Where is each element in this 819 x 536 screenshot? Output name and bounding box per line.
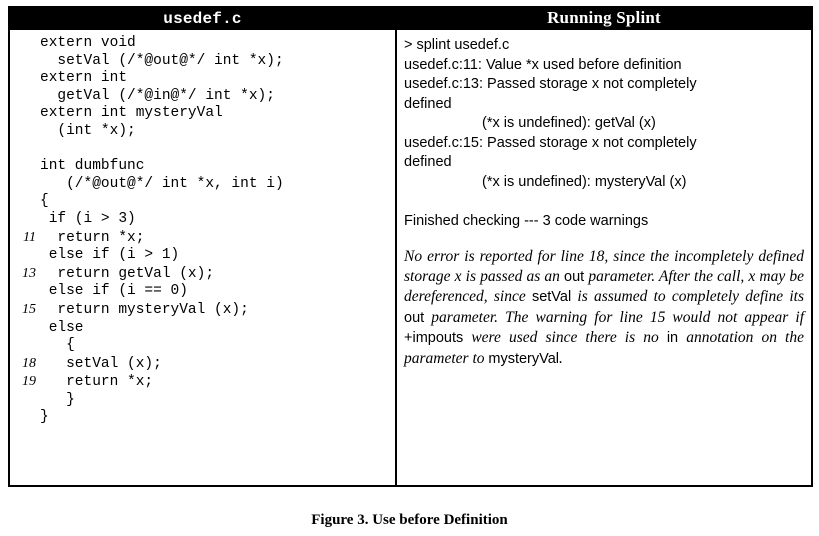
code-line	[10, 193, 395, 211]
code-line-text: }	[40, 391, 75, 408]
output-line: defined	[404, 154, 452, 170]
code-line-text: (int *x);	[40, 122, 136, 139]
code-line-text: (/*@out@*/ int *x, int i)	[40, 175, 284, 192]
code-line-text: else if (i == 0)	[40, 283, 188, 300]
code-line-text: extern int	[40, 70, 128, 87]
code-line-text: return mysteryVal (x);	[40, 301, 249, 318]
code-line	[10, 283, 395, 301]
note-fragment: parameter. The warning for line 15 would not appear if	[424, 308, 804, 326]
output-line: (*x is undefined): getVal (x)	[482, 115, 656, 131]
code-line	[10, 53, 395, 71]
column-header-source	[9, 7, 396, 29]
source-code-listing	[10, 30, 395, 485]
code-line-text: if (i > 3)	[40, 210, 136, 227]
output-line: (*x is undefined): mysteryVal (x)	[482, 173, 687, 190]
note-fragment: were used since there is no	[463, 329, 667, 346]
code-line-number: 18	[22, 355, 36, 371]
code-line	[10, 409, 395, 427]
figure-caption: Figure 3. Use before Definition	[311, 512, 508, 528]
code-line-text: setVal (/*@out@*/ int *x);	[40, 52, 284, 69]
note-fragment: in	[666, 330, 679, 346]
code-line	[10, 35, 395, 53]
output-line: usedef.c:15: Passed storage x not completely	[404, 134, 697, 151]
code-line	[10, 355, 395, 374]
code-line-text: int dumbfunc	[40, 158, 145, 175]
code-line-text: else if (i > 1)	[40, 247, 180, 264]
code-line-text: extern int mysteryVal	[40, 105, 223, 122]
code-line	[10, 265, 395, 284]
code-line	[10, 392, 395, 410]
note-fragment: is assumed to completely define its	[571, 288, 804, 305]
explanatory-note	[404, 247, 804, 369]
tool-output-pane	[397, 30, 811, 485]
code-line	[10, 141, 395, 159]
code-line-text: return *x;	[40, 374, 154, 391]
figure-container	[8, 6, 811, 487]
code-line	[10, 301, 395, 320]
code-line	[10, 373, 395, 392]
code-line	[10, 88, 395, 106]
note-fragment: parameter. After the call, x may be dereferenced, since	[404, 267, 804, 305]
code-line-number: 13	[22, 265, 36, 281]
note-fragment: setVal	[531, 289, 572, 305]
note-fragment: +impouts	[404, 330, 464, 346]
code-line-number: 15	[22, 301, 36, 317]
code-line-text: return *x;	[40, 229, 145, 246]
tool-output-cell	[396, 29, 812, 486]
output-title: Running Splint	[547, 8, 661, 27]
code-line	[10, 229, 395, 248]
code-line-text: {	[40, 337, 75, 354]
code-line-text	[40, 141, 49, 159]
code-line-number: 11	[23, 229, 36, 245]
note-fragment: out	[564, 268, 585, 285]
output-line: usedef.c:13: Passed storage x not completely	[404, 76, 697, 92]
code-line	[10, 320, 395, 338]
code-line	[10, 247, 395, 265]
column-header-output	[396, 7, 812, 29]
code-line-text: setVal (x);	[40, 355, 162, 372]
code-line-text: return getVal (x);	[40, 265, 215, 282]
table-header-row	[9, 7, 812, 29]
note-fragment: No error is reported for line 18, since the incompletely defined storage x is passed as an	[404, 248, 804, 285]
source-code-cell	[9, 29, 396, 486]
code-line	[10, 70, 395, 88]
output-line: Finished checking --- 3 code warnings	[404, 212, 649, 229]
output-line: > splint usedef.c	[404, 37, 510, 53]
code-line	[10, 123, 395, 141]
code-line-text: getVal (/*@in@*/ int *x);	[40, 87, 275, 104]
note-fragment: annotation on the parameter to	[404, 329, 804, 367]
note-fragment: .	[559, 349, 563, 367]
table-body-row	[9, 29, 812, 486]
code-line	[10, 105, 395, 123]
code-line-text: {	[40, 193, 49, 210]
code-line-text: }	[40, 409, 49, 426]
output-lines	[404, 36, 804, 231]
source-file-title: usedef.c	[163, 10, 242, 28]
output-line: defined	[404, 95, 452, 112]
code-line	[10, 337, 395, 355]
code-line	[10, 176, 395, 194]
output-blank-line	[404, 192, 804, 212]
code-line	[10, 211, 395, 229]
code-line-text: else	[40, 319, 84, 336]
code-line	[10, 158, 395, 176]
output-line: usedef.c:11: Value *x used before definition	[404, 56, 682, 73]
note-fragment: out	[404, 309, 425, 326]
code-line-text: extern void	[40, 35, 136, 51]
figure-table	[8, 6, 813, 487]
code-line-number: 19	[22, 374, 36, 390]
note-fragment: mysteryVal	[488, 350, 560, 367]
